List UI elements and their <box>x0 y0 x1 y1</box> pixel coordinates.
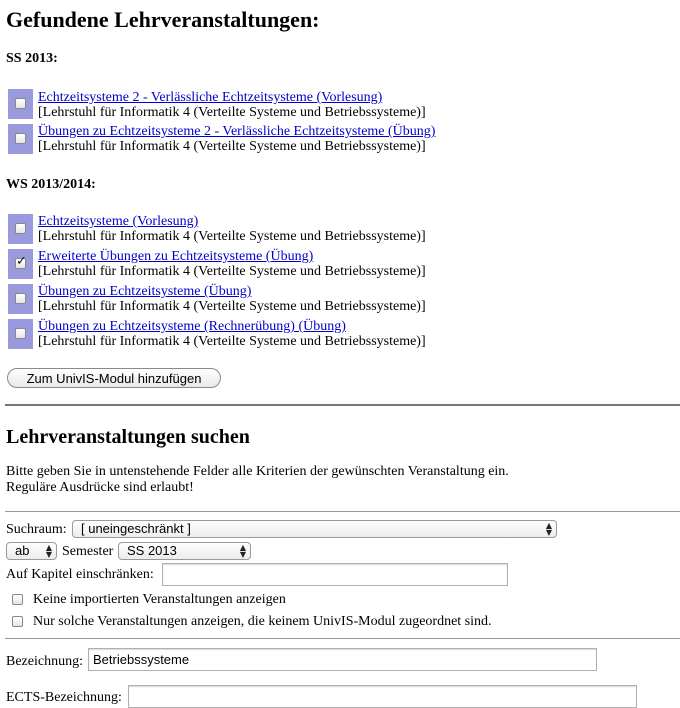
course-chair: [Lehrstuhl für Informatik 4 (Verteilte Systeme und Betriebssysteme)] <box>38 334 426 349</box>
semester-heading-ss2013: SS 2013: <box>6 51 58 66</box>
course-link[interactable]: Übungen zu Echtzeitsysteme (Übung) <box>38 284 252 299</box>
course-entry <box>38 284 426 314</box>
course-entry <box>38 214 426 244</box>
course-checkbox-checked[interactable] <box>15 258 26 269</box>
course-chair: [Lehrstuhl für Informatik 4 (Verteilte Systeme und Betriebssysteme)] <box>38 229 426 244</box>
select-arrows-icon: ▲ ▼ <box>239 543 246 559</box>
bezeichnung-label: Bezeichnung: <box>6 654 83 669</box>
course-checkbox-cell <box>8 284 33 314</box>
course-link[interactable]: Erweiterte Übungen zu Echtzeitsysteme (Übung) <box>38 249 314 264</box>
course-checkbox[interactable] <box>15 223 26 234</box>
course-link[interactable]: Echtzeitsysteme 2 - Verlässliche Echtzeitsysteme (Vorlesung) <box>38 90 383 105</box>
semester-heading-ws2013: WS 2013/2014: <box>6 177 96 192</box>
semester-value: SS 2013 <box>127 543 177 558</box>
only-unassigned-checkbox[interactable] <box>12 616 23 627</box>
no-imported-label: Keine importierten Veranstaltungen anzeigen <box>33 592 286 607</box>
form-divider <box>5 638 680 639</box>
suchraum-select[interactable] <box>72 520 557 538</box>
direction-select[interactable] <box>6 542 57 560</box>
section-divider <box>5 404 680 406</box>
suchraum-label: Suchraum: <box>6 522 67 537</box>
course-entry <box>38 90 426 120</box>
course-entry <box>38 319 426 349</box>
search-intro-line2: Reguläre Ausdrücke sind erlaubt! <box>6 480 194 495</box>
kapitel-label: Auf Kapitel einschränken: <box>6 567 154 582</box>
course-checkbox-cell <box>8 214 33 244</box>
course-checkbox[interactable] <box>15 328 26 339</box>
course-checkbox-cell <box>8 124 33 154</box>
course-checkbox-cell <box>8 89 33 119</box>
kapitel-input[interactable] <box>162 563 508 586</box>
ects-input[interactable] <box>128 685 637 708</box>
semester-label: Semester <box>62 544 114 559</box>
semester-select[interactable] <box>118 542 251 560</box>
ects-label: ECTS-Bezeichnung: <box>6 690 122 705</box>
add-to-module-button[interactable]: Zum UnivIS-Modul hinzufügen <box>7 368 221 388</box>
select-arrows-icon: ▲ ▼ <box>545 521 552 537</box>
suchraum-value: [ uneingeschränkt ] <box>81 521 191 536</box>
course-checkbox[interactable] <box>15 133 26 144</box>
course-checkbox[interactable] <box>15 98 26 109</box>
course-chair: [Lehrstuhl für Informatik 4 (Verteilte Systeme und Betriebssysteme)] <box>38 139 426 154</box>
course-link[interactable]: Übungen zu Echtzeitsysteme 2 - Verlässliche Echtzeitsysteme (Übung) <box>38 124 436 139</box>
search-title: Lehrveranstaltungen suchen <box>6 426 250 448</box>
select-arrows-icon: ▲ ▼ <box>45 543 52 559</box>
course-entry <box>38 249 426 279</box>
course-chair: [Lehrstuhl für Informatik 4 (Verteilte Systeme und Betriebssysteme)] <box>38 299 426 314</box>
search-intro-line1: Bitte geben Sie in untenstehende Felder alle Kriterien der gewünschten Veranstaltung ein. <box>6 464 509 479</box>
course-entry <box>38 124 435 154</box>
course-link[interactable]: Übungen zu Echtzeitsysteme (Rechnerübung) (Übung) <box>38 319 346 334</box>
found-title: Gefundene Lehrveranstaltungen: <box>6 7 320 32</box>
course-link[interactable]: Echtzeitsysteme (Vorlesung) <box>38 214 199 229</box>
bezeichnung-input[interactable]: Betriebssysteme <box>88 648 597 671</box>
no-imported-checkbox[interactable] <box>12 594 23 605</box>
course-chair: [Lehrstuhl für Informatik 4 (Verteilte Systeme und Betriebssysteme)] <box>38 105 426 120</box>
direction-value: ab <box>15 543 30 558</box>
form-divider <box>5 511 680 512</box>
course-chair: [Lehrstuhl für Informatik 4 (Verteilte Systeme und Betriebssysteme)] <box>38 264 426 279</box>
course-checkbox-cell <box>8 249 33 279</box>
search-intro <box>6 464 509 496</box>
course-checkbox[interactable] <box>15 293 26 304</box>
only-unassigned-label: Nur solche Veranstaltungen anzeigen, die keinem UnivIS-Modul zugeordnet sind. <box>33 614 492 629</box>
course-checkbox-cell <box>8 319 33 349</box>
